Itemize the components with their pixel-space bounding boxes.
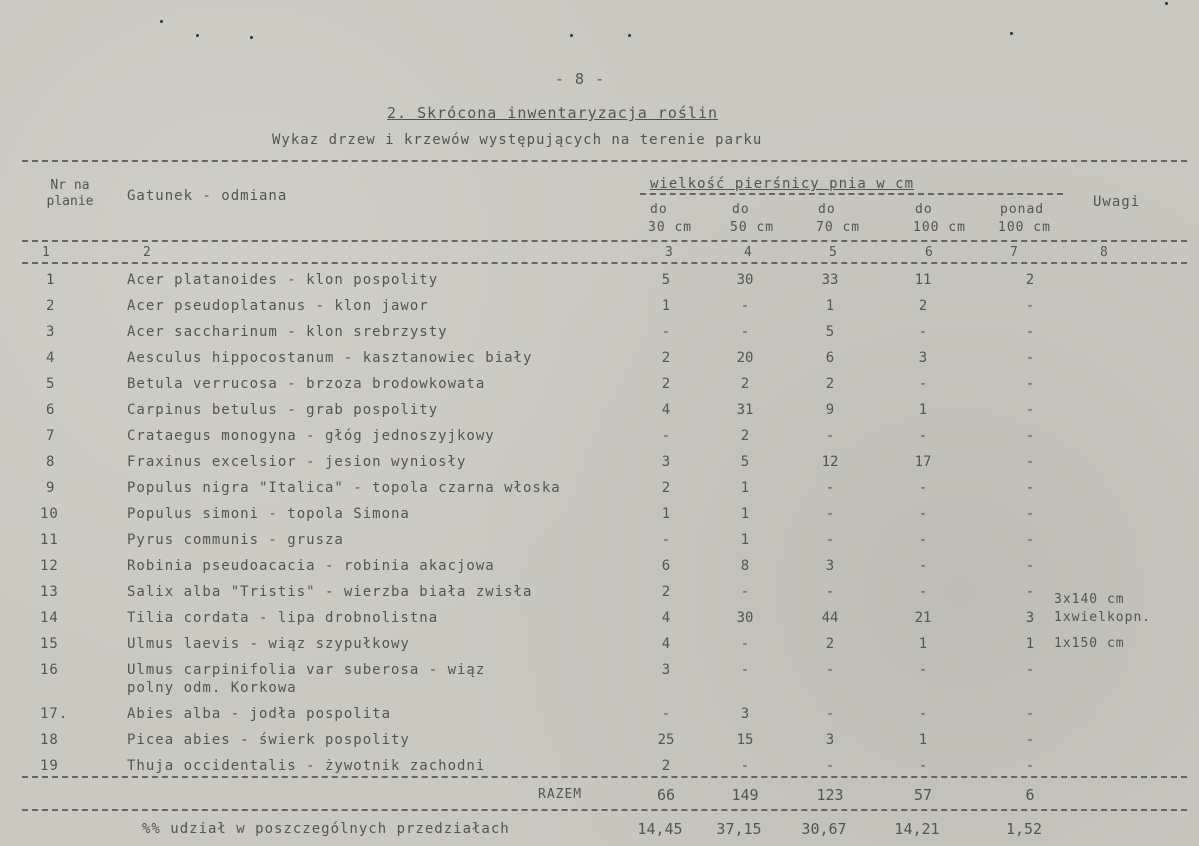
row-number: 9 (46, 480, 56, 496)
speck (250, 36, 253, 39)
count-cell: 17 (914, 454, 932, 470)
count-cell: - (918, 758, 928, 774)
species-name: Pyrus communis - grusza (127, 532, 344, 548)
count-cell: 1 (740, 506, 750, 522)
count-cell: - (825, 758, 835, 774)
table-row (0, 272, 1199, 292)
species-name: Picea abies - świerk pospolity (127, 732, 410, 748)
header-uwagi: Uwagi (1093, 194, 1141, 210)
species-name: Salix alba "Tristis" - wierzba biała zwisła (127, 584, 533, 600)
count-cell: 1 (825, 298, 835, 314)
count-cell: - (825, 428, 835, 444)
count-cell: - (1025, 532, 1035, 548)
species-name: Aesculus hippocostanum - kasztanowiec biały (127, 350, 533, 366)
table-row (0, 454, 1199, 474)
note-cell: 1x150 cm (1054, 636, 1125, 651)
total-cell: 66 (656, 786, 676, 804)
count-cell: 2 (661, 584, 671, 600)
count-cell: 25 (657, 732, 675, 748)
table-row (0, 324, 1199, 344)
size-col-bottom: 100 cm (913, 220, 966, 235)
count-cell: - (661, 532, 671, 548)
count-cell: - (918, 324, 928, 340)
shares-label: %% udział w poszczególnych przedziałach (142, 821, 510, 837)
count-cell: 15 (736, 732, 754, 748)
count-cell: 2 (661, 758, 671, 774)
count-cell: - (740, 298, 750, 314)
size-col-bottom: 100 cm (998, 220, 1051, 235)
count-cell: - (825, 480, 835, 496)
size-col-top: ponad (1000, 202, 1045, 217)
column-number: 8 (1100, 245, 1109, 260)
size-col-bottom: 70 cm (816, 220, 861, 235)
table-row (0, 706, 1199, 726)
count-cell: - (661, 428, 671, 444)
count-cell: - (1025, 506, 1035, 522)
count-cell: - (661, 706, 671, 722)
count-cell: - (825, 532, 835, 548)
row-number: 2 (46, 298, 56, 314)
species-name: Carpinus betulus - grab pospolity (127, 402, 439, 418)
count-cell: - (740, 662, 750, 678)
share-cell: 30,67 (801, 820, 847, 838)
count-cell: - (825, 662, 835, 678)
header-nr: Nr na planie (46, 178, 94, 209)
rule-header (22, 240, 1187, 242)
species-name: Populus nigra "Italica" - topola czarna włoska (127, 480, 561, 496)
row-number: 14 (40, 610, 59, 626)
size-col-bottom: 30 cm (648, 220, 693, 235)
count-cell: 3 (918, 350, 928, 366)
table-row (0, 376, 1199, 396)
count-cell: 4 (661, 610, 671, 626)
count-cell: 3 (661, 454, 671, 470)
note-cell: 1xwielkopn. (1054, 610, 1152, 625)
count-cell: - (1025, 758, 1035, 774)
speck (196, 34, 199, 37)
total-cell: 123 (816, 786, 844, 804)
column-number: 2 (143, 245, 152, 260)
table-row (0, 532, 1199, 552)
count-cell: 6 (825, 350, 835, 366)
species-name: Acer saccharinum - klon srebrzysty (127, 324, 448, 340)
total-cell: 6 (1025, 786, 1035, 804)
count-cell: - (825, 506, 835, 522)
speck (570, 34, 573, 37)
count-cell: - (825, 584, 835, 600)
species-name: Tilia cordata - lipa drobnolistna (127, 610, 439, 626)
note-cell: 3x140 cm (1054, 592, 1125, 607)
share-cell: 14,45 (637, 820, 683, 838)
row-number: 16 (40, 662, 59, 678)
species-name: Fraxinus excelsior - jesion wyniosły (127, 454, 467, 470)
share-cell: 1,52 (1005, 820, 1043, 838)
count-cell: - (918, 584, 928, 600)
count-cell: - (1025, 324, 1035, 340)
count-cell: 9 (825, 402, 835, 418)
count-cell: 8 (740, 558, 750, 574)
count-cell: 5 (825, 324, 835, 340)
speck (1165, 2, 1168, 5)
size-col-top: do (915, 202, 933, 217)
column-number: 7 (1010, 245, 1019, 260)
count-cell: 5 (740, 454, 750, 470)
count-cell: 1 (918, 636, 928, 652)
count-cell: - (1025, 732, 1035, 748)
count-cell: 2 (661, 480, 671, 496)
table-row (0, 480, 1199, 500)
count-cell: - (918, 480, 928, 496)
count-cell: - (1025, 428, 1035, 444)
count-cell: 2 (740, 428, 750, 444)
share-cell: 37,15 (716, 820, 762, 838)
count-cell: 2 (825, 636, 835, 652)
size-col-top: do (650, 202, 668, 217)
count-cell: 1 (740, 532, 750, 548)
row-number: 5 (46, 376, 56, 392)
species-name: Populus simoni - topola Simona (127, 506, 410, 522)
row-number: 17. (40, 706, 69, 722)
species-name: Ulmus carpinifolia var suberosa - wiąz (127, 662, 486, 678)
species-name: Betula verrucosa - brzoza brodowkowata (127, 376, 486, 392)
count-cell: 5 (661, 272, 671, 288)
row-number: 12 (40, 558, 59, 574)
species-name: Robinia pseudoacacia - robinia akacjowa (127, 558, 495, 574)
count-cell: - (918, 506, 928, 522)
count-cell: 1 (740, 480, 750, 496)
row-number: 15 (40, 636, 59, 652)
table-row (0, 402, 1199, 422)
count-cell: 2 (740, 376, 750, 392)
count-cell: - (661, 324, 671, 340)
rule-column-numbers (22, 262, 1187, 264)
count-cell: 2 (661, 350, 671, 366)
row-number: 8 (46, 454, 56, 470)
count-cell: - (740, 758, 750, 774)
header-gatunek: Gatunek - odmiana (127, 188, 288, 204)
speck (160, 20, 163, 23)
count-cell: 33 (821, 272, 839, 288)
table-row (0, 558, 1199, 578)
count-cell: - (740, 324, 750, 340)
count-cell: - (1025, 402, 1035, 418)
count-cell: 3 (740, 706, 750, 722)
share-cell: 14,21 (894, 820, 940, 838)
count-cell: - (1025, 558, 1035, 574)
species-name: Acer pseudoplatanus - klon jawor (127, 298, 429, 314)
total-cell: 57 (913, 786, 933, 804)
count-cell: 1 (661, 506, 671, 522)
count-cell: 20 (736, 350, 754, 366)
header-size-range: wielkość pierśnicy pnia w cm (650, 176, 915, 192)
count-cell: 1 (1025, 636, 1035, 652)
count-cell: - (918, 558, 928, 574)
table-row (0, 506, 1199, 526)
rule-size-group (640, 193, 1063, 195)
size-col-top: do (818, 202, 836, 217)
count-cell: - (825, 706, 835, 722)
count-cell: - (918, 706, 928, 722)
table-row (0, 428, 1199, 448)
count-cell: - (1025, 662, 1035, 678)
table-row (0, 350, 1199, 370)
count-cell: - (1025, 350, 1035, 366)
column-number: 3 (665, 245, 674, 260)
table-subtitle: Wykaz drzew i krzewów występujących na terenie parku (272, 132, 763, 148)
count-cell: 31 (736, 402, 754, 418)
count-cell: - (1025, 480, 1035, 496)
count-cell: 1 (918, 732, 928, 748)
section-title: 2. Skrócona inwentaryzacja roślin (387, 104, 719, 122)
rule-totals (22, 809, 1187, 811)
row-number: 4 (46, 350, 56, 366)
row-number: 19 (40, 758, 59, 774)
count-cell: 1 (661, 298, 671, 314)
count-cell: 2 (1025, 272, 1035, 288)
count-cell: 21 (914, 610, 932, 626)
column-number: 6 (925, 245, 934, 260)
table-row (0, 610, 1199, 630)
rule-top (22, 160, 1187, 162)
count-cell: 2 (825, 376, 835, 392)
table-row (0, 662, 1199, 696)
count-cell: - (918, 662, 928, 678)
speck (628, 34, 631, 37)
count-cell: 3 (661, 662, 671, 678)
row-number: 10 (40, 506, 59, 522)
count-cell: - (1025, 298, 1035, 314)
count-cell: 12 (821, 454, 839, 470)
species-name: Ulmus laevis - wiąz szypułkowy (127, 636, 410, 652)
count-cell: 3 (825, 732, 835, 748)
count-cell: 1 (918, 402, 928, 418)
count-cell: - (1025, 454, 1035, 470)
column-number: 1 (42, 245, 51, 260)
count-cell: - (918, 428, 928, 444)
count-cell: - (1025, 584, 1035, 600)
count-cell: 30 (736, 610, 754, 626)
count-cell: - (740, 636, 750, 652)
total-cell: 149 (731, 786, 759, 804)
count-cell: 30 (736, 272, 754, 288)
count-cell: 44 (821, 610, 839, 626)
column-number: 4 (744, 245, 753, 260)
count-cell: 11 (914, 272, 932, 288)
table-row (0, 584, 1199, 607)
count-cell: 6 (661, 558, 671, 574)
table-row (0, 758, 1199, 778)
count-cell: - (918, 532, 928, 548)
count-cell: 4 (661, 636, 671, 652)
species-name: Abies alba - jodła pospolita (127, 706, 392, 722)
row-number: 6 (46, 402, 56, 418)
count-cell: - (918, 376, 928, 392)
count-cell: - (1025, 706, 1035, 722)
species-name-continued: polny odm. Korkowa (127, 680, 297, 696)
count-cell: 3 (825, 558, 835, 574)
count-cell: 3 (1025, 610, 1035, 626)
table-row (0, 732, 1199, 752)
row-number: 1 (46, 272, 56, 288)
table-row (0, 636, 1199, 656)
count-cell: 4 (661, 402, 671, 418)
count-cell: - (740, 584, 750, 600)
totals-label: RAZEM (538, 787, 583, 802)
row-number: 11 (40, 532, 59, 548)
size-col-bottom: 50 cm (730, 220, 775, 235)
row-number: 3 (46, 324, 56, 340)
page-number: - 8 - (555, 70, 606, 88)
row-number: 7 (46, 428, 56, 444)
rule-bottom (22, 776, 1187, 778)
row-number: 18 (40, 732, 59, 748)
row-number: 13 (40, 584, 59, 600)
column-number: 5 (829, 245, 838, 260)
count-cell: 2 (918, 298, 928, 314)
count-cell: - (1025, 376, 1035, 392)
count-cell: 2 (661, 376, 671, 392)
size-col-top: do (732, 202, 750, 217)
species-name: Crataegus monogyna - głóg jednoszyjkowy (127, 428, 495, 444)
table-row (0, 298, 1199, 318)
speck (1010, 32, 1013, 35)
species-name: Thuja occidentalis - żywotnik zachodni (127, 758, 486, 774)
species-name: Acer platanoides - klon pospolity (127, 272, 439, 288)
